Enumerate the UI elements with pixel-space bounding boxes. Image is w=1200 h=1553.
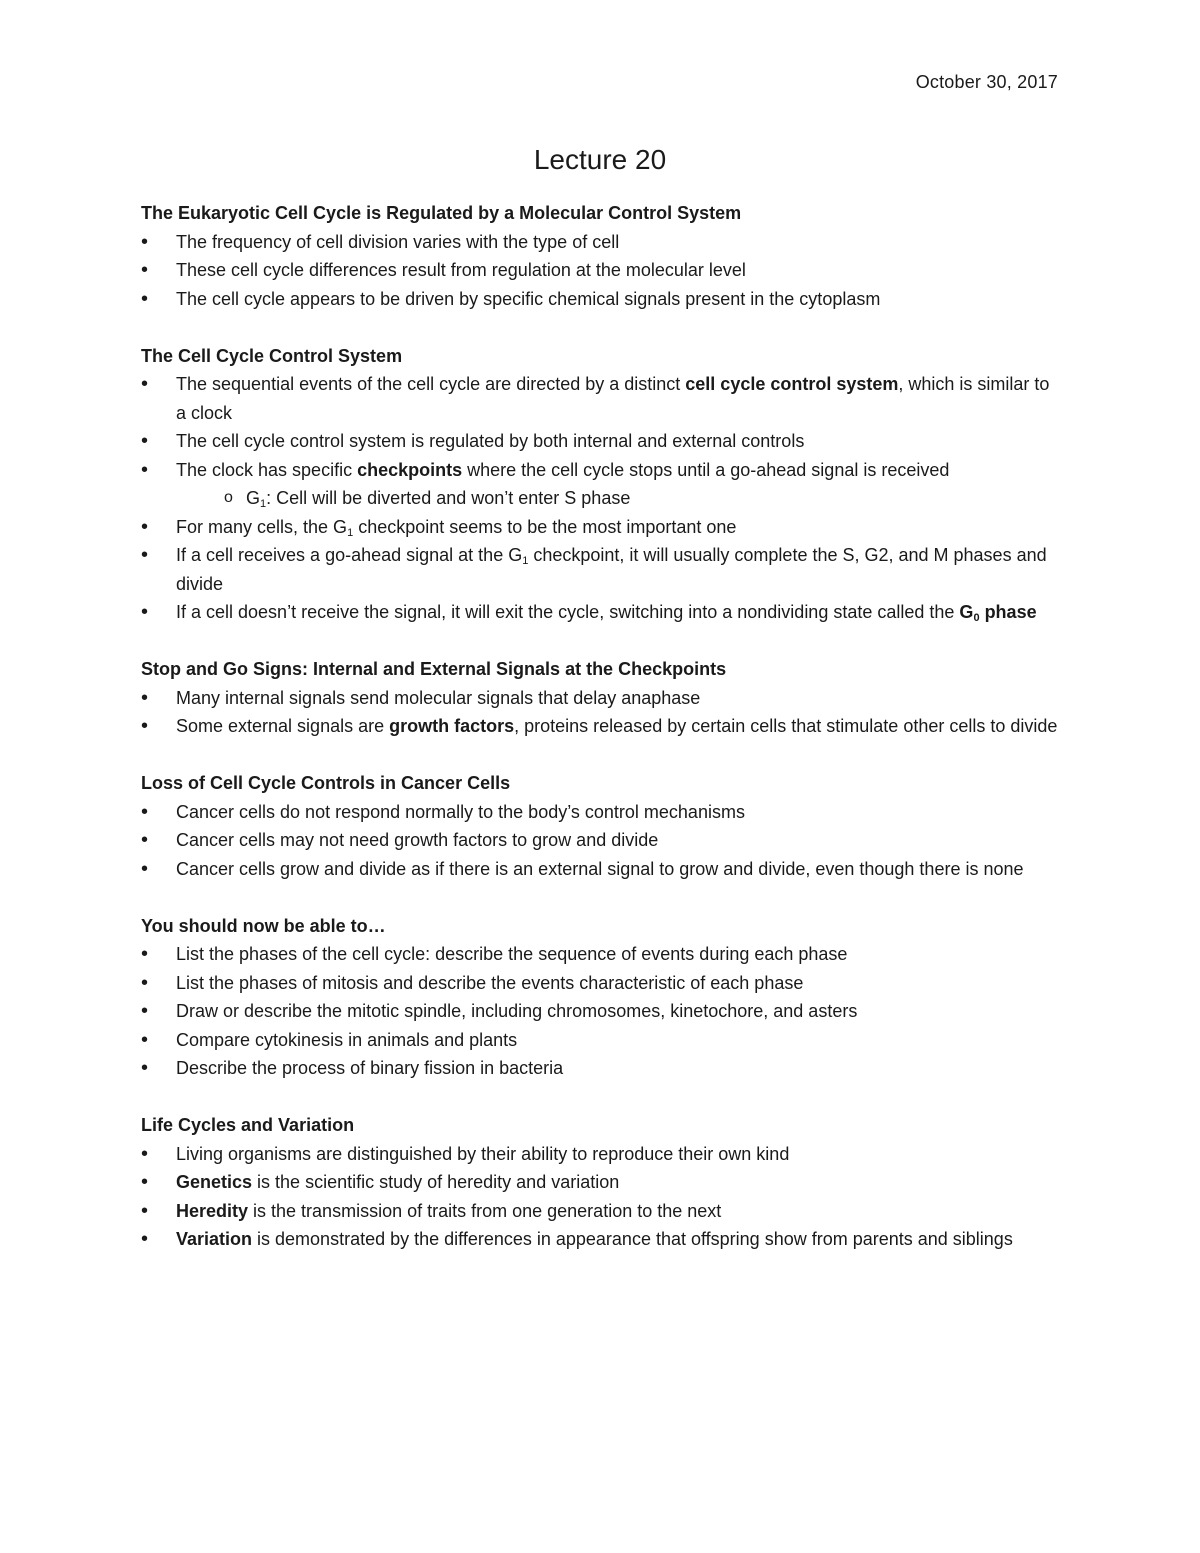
section-control-system [141, 342, 1061, 627]
sub-list [176, 484, 1061, 513]
bold-term: Variation [176, 1229, 253, 1249]
bold-term: checkpoints [357, 459, 463, 480]
section-stop-go [141, 655, 1061, 741]
section-heading: Loss of Cell Cycle Controls in Cancer Cells [141, 773, 511, 793]
list-item: • Variation is demonstrated by the differences in appearance that offspring show from parents and siblings [141, 1225, 1061, 1254]
bold-term: Genetics [176, 1172, 253, 1192]
list-item: • Cancer cells do not respond normally to the body’s control mechanisms [141, 798, 1061, 827]
list-item: • For many cells, the $G_1$ checkpoint seems to be the most important one [141, 513, 1061, 542]
bold-term: cell cycle control system [685, 374, 899, 394]
list-item: • The cell cycle control system is regulated by both internal and external controls [141, 427, 1061, 456]
bullet-list [141, 798, 1061, 884]
list-item: • If a cell doesn’t receive the signal, it will exit the cycle, switching into a nondividing state called the $G_0$ phase [141, 598, 1061, 627]
list-item: • Compare cytokinesis in animals and plants [141, 1026, 1061, 1055]
list-item: • These cell cycle differences result from regulation at the molecular level [141, 256, 1061, 285]
page-title: Lecture 20 [533, 144, 667, 175]
bullet-list [141, 228, 1061, 314]
section-life-cycles [141, 1111, 1061, 1254]
list-item: • Many internal signals send molecular signals that delay anaphase [141, 684, 1061, 713]
bullet-list [141, 940, 1061, 1083]
section-heading: The Eukaryotic Cell Cycle is Regulated by a Molecular Control System [141, 203, 742, 223]
list-item: • Living organisms are distinguished by their ability to reproduce their own kind [141, 1140, 1061, 1169]
list-item: • Describe the process of binary fission in bacteria [141, 1054, 1061, 1083]
bullet-list [141, 684, 1061, 741]
section-objectives [141, 912, 1061, 1083]
section-cancer [141, 769, 1061, 883]
bold-term: $G_0$ phase [959, 602, 1037, 624]
list-item: • Genetics is the scientific study of heredity and variation [141, 1168, 1061, 1197]
list-item: • Heredity is the transmission of traits from one generation to the next [141, 1197, 1061, 1226]
section-heading: Life Cycles and Variation [141, 1115, 355, 1135]
sub-list-item: o $G_1$: Cell will be diverted and won’t enter S phase [176, 484, 1061, 513]
list-item: • Some external signals are growth factors, proteins released by certain cells that stimulate other cells to divide [141, 712, 1061, 741]
bullet-list [141, 1140, 1061, 1254]
section-heading: You should now be able to… [141, 915, 386, 936]
bullet-list [141, 370, 1061, 627]
list-item: • Draw or describe the mitotic spindle, including chromosomes, kinetochore, and asters [141, 997, 1061, 1026]
list-item: • Cancer cells may not need growth factors to grow and divide [141, 826, 1061, 855]
document-date: October 30, 2017 [915, 72, 1058, 92]
bold-term: growth factors [389, 716, 515, 736]
list-item: • If a cell receives a go-ahead signal at the $G_1$ checkpoint, it will usually complete the S, G2, and M phases and divide [141, 541, 1061, 598]
list-item: • The clock has specific checkpoints where the cell cycle stops until a go-ahead signal is received o $G_1$: Cell will be diverted and won’t enter S phase [141, 456, 1061, 513]
list-item: • List the phases of mitosis and describe the events characteristic of each phase [141, 969, 1061, 998]
section-heading: The Cell Cycle Control System [141, 345, 403, 366]
section-heading: Stop and Go Signs: Internal and External Signals at the Checkpoints [141, 659, 727, 679]
bold-term: Heredity [176, 1200, 249, 1221]
list-item: • The cell cycle appears to be driven by specific chemical signals present in the cytoplasm [141, 285, 1061, 314]
list-item: • List the phases of the cell cycle: describe the sequence of events during each phase [141, 940, 1061, 969]
list-item: • Cancer cells grow and divide as if there is an external signal to grow and divide, even though there is none [141, 855, 1061, 884]
list-item: • The sequential events of the cell cycle are directed by a distinct cell cycle control system, which is similar to a clock [141, 370, 1061, 427]
list-item: • The frequency of cell division varies with the type of cell [141, 228, 1061, 257]
section-regulation [141, 199, 1061, 313]
document-body [141, 199, 1061, 1282]
